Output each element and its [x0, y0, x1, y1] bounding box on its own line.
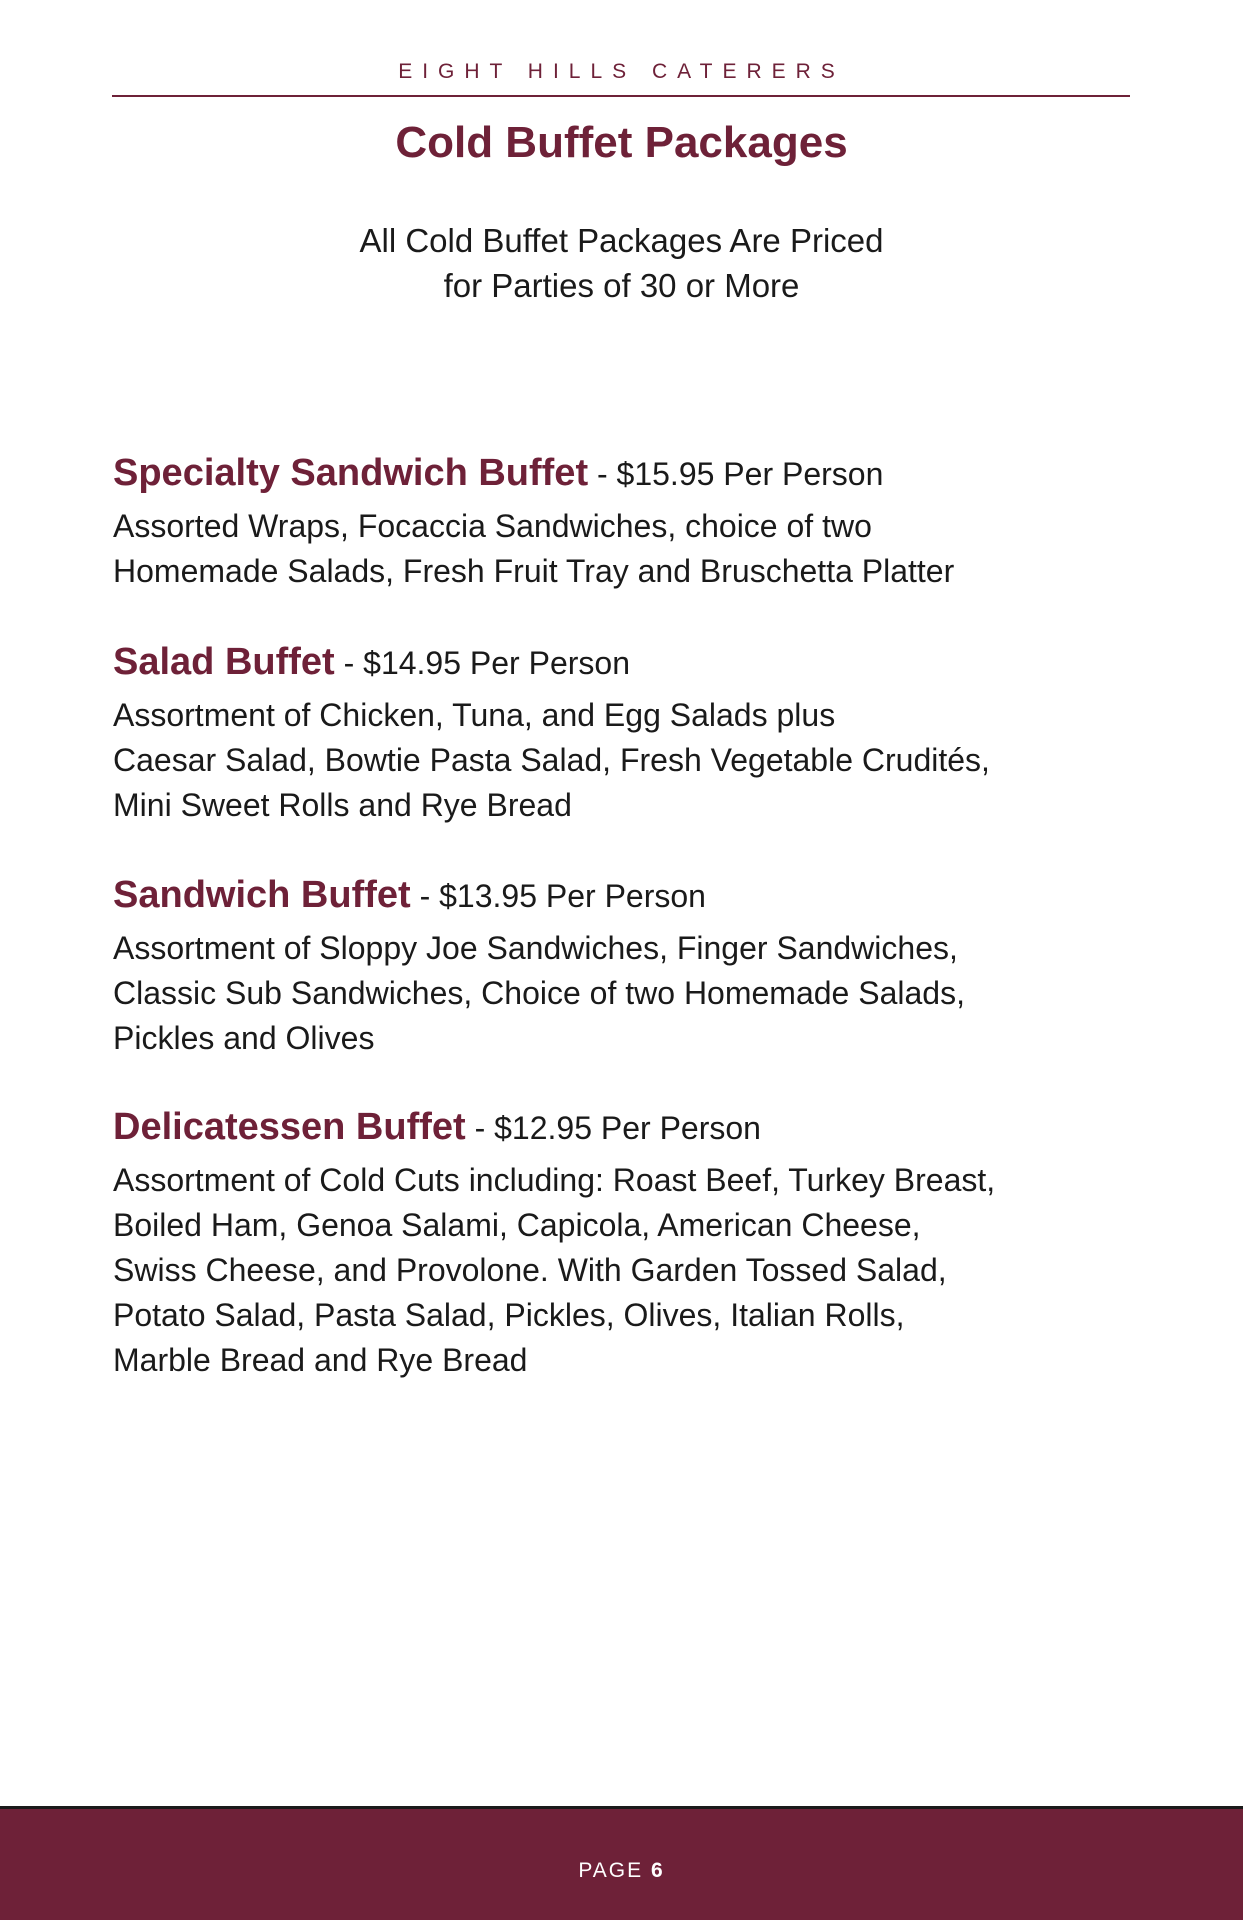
package-name: Delicatessen Buffet: [113, 1106, 466, 1148]
package-description: [113, 926, 1143, 1061]
pricing-note-line: All Cold Buffet Packages Are Priced: [359, 222, 884, 259]
package-description: [113, 1158, 1143, 1383]
page-label: PAGE: [578, 1859, 644, 1882]
description-line: Assortment of Sloppy Joe Sandwiches, Finger Sandwiches,: [113, 930, 958, 966]
package-price: - $13.95 Per Person: [410, 878, 706, 914]
page-title: Cold Buffet Packages: [395, 118, 848, 167]
package-price: - $14.95 Per Person: [334, 645, 630, 681]
package-heading: [113, 1104, 1143, 1158]
pricing-note: [0, 218, 1243, 308]
package-heading: [113, 872, 1143, 926]
package-description: [113, 504, 1143, 594]
description-line: Classic Sub Sandwiches, Choice of two Homemade Salads,: [113, 975, 965, 1011]
description-line: Marble Bread and Rye Bread: [113, 1342, 528, 1378]
description-line: Potato Salad, Pasta Salad, Pickles, Olives, Italian Rolls,: [113, 1297, 905, 1333]
description-line: Assortment of Chicken, Tuna, and Egg Salads plus: [113, 697, 836, 733]
description-line: Mini Sweet Rolls and Rye Bread: [113, 787, 572, 823]
package-description: [113, 693, 1143, 828]
package-price: - $15.95 Per Person: [588, 456, 884, 492]
package-name: Salad Buffet: [113, 641, 335, 683]
package-sandwich-buffet: [113, 872, 1143, 1061]
description-line: Assortment of Cold Cuts including: Roast Beef, Turkey Breast,: [113, 1162, 996, 1198]
package-salad-buffet: [113, 639, 1143, 828]
description-line: Boiled Ham, Genoa Salami, Capicola, American Cheese,: [113, 1207, 921, 1243]
brand-name: EIGHT HILLS CATERERS: [398, 60, 845, 83]
header-divider: [112, 95, 1130, 97]
package-heading: [113, 450, 1143, 504]
description-line: Pickles and Olives: [113, 1020, 375, 1056]
description-line: Caesar Salad, Bowtie Pasta Salad, Fresh Vegetable Crudités,: [113, 742, 990, 778]
package-delicatessen-buffet: [113, 1104, 1143, 1383]
description-line: Assorted Wraps, Focaccia Sandwiches, choice of two: [113, 508, 872, 544]
page-indicator: [0, 1859, 1243, 1883]
package-heading: [113, 639, 1143, 693]
page-number: 6: [650, 1859, 665, 1882]
description-line: Swiss Cheese, and Provolone. With Garden Tossed Salad,: [113, 1252, 947, 1288]
page-footer: [0, 1806, 1243, 1920]
package-price: - $12.95 Per Person: [465, 1110, 761, 1146]
pricing-note-line: for Parties of 30 or More: [443, 267, 800, 304]
package-specialty-sandwich-buffet: [113, 450, 1143, 594]
package-name: Specialty Sandwich Buffet: [113, 452, 589, 494]
description-line: Homemade Salads, Fresh Fruit Tray and Bruschetta Platter: [113, 553, 955, 589]
package-name: Sandwich Buffet: [113, 874, 411, 916]
